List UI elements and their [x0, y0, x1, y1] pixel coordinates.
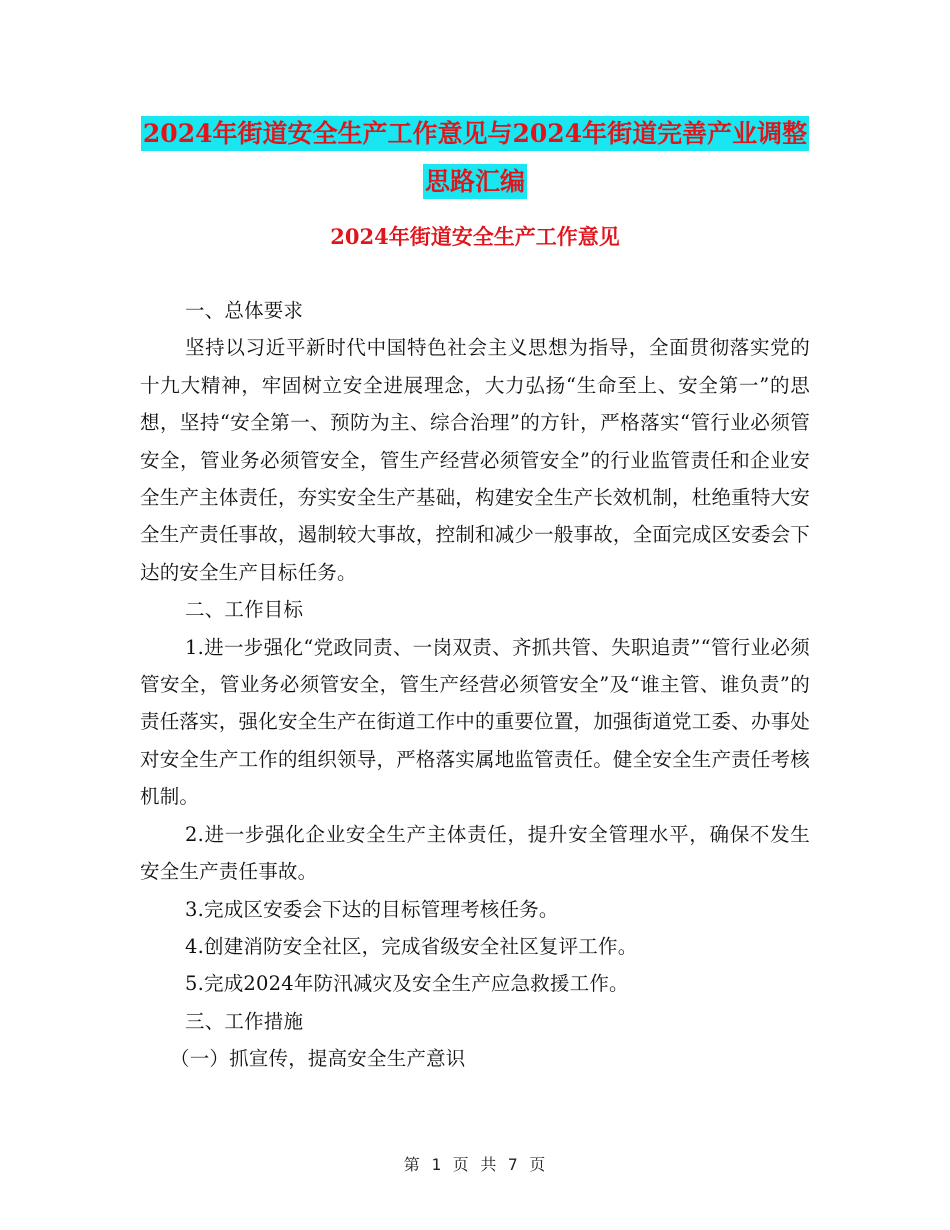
paragraph-general-requirements: 坚持以习近平新时代中国特色社会主义思想为指导，全面贯彻落实党的十九大精神，牢固树立安全进展理念，大力弘扬“生命至上、安全第一”的思想，坚持“安全第一、预防为主、综合治理”的方针，严格落实“管行业必须管安全，管业务必须管安全，管生产经营必须管安全”的行业监管责任和企业安全生产主体责任，夯实安全生产基础，构建安全生产长效机制，杜绝重特大安全生产责任事故，遏制较大事故，控制和减少一般事故，全面完成区安委会下达的安全生产目标任务。	[140, 336, 810, 584]
document-title	[140, 110, 810, 206]
goal-item-4: 4.创建消防安全社区，完成省级安全社区复评工作。	[185, 934, 638, 958]
heading-general-requirements: 一、总体要求	[185, 299, 304, 322]
goal-item-2: 2.进一步强化企业安全生产主体责任，提升安全管理水平，确保不发生安全生产责任事故。	[140, 822, 810, 884]
heading-work-goals: 二、工作目标	[185, 598, 304, 622]
goal-item-3: 3.完成区安委会下达的目标管理考核任务。	[185, 897, 559, 921]
heading-work-measures: 三、工作措施	[185, 1009, 304, 1033]
measure-subheading-1: （一）抓宣传，提高安全生产意识	[170, 1047, 466, 1071]
section-title: 2024年街道安全生产工作意见	[330, 224, 620, 249]
document-title-text: 2024年街道安全生产工作意见与2024年街道完善产业调整思路汇编	[141, 116, 809, 199]
document-body	[140, 292, 810, 1078]
goal-item-1: 1.进一步强化“党政同责、一岗双责、齐抓共管、失职追责”“管行业必须管安全，管业务必须管安全，管生产经营必须管安全”及“谁主管、谁负责”的责任落实，强化安全生产在街道工作中的重要位置，加强街道党工委、办事处对安全生产工作的组织领导，严格落实属地监管责任。健全安全生产责任考核机制。	[140, 635, 810, 809]
page-number: 第 1 页 共 7 页	[403, 1155, 547, 1174]
goal-item-5: 5.完成2024年防汛减灾及安全生产应急救援工作。	[185, 972, 629, 996]
